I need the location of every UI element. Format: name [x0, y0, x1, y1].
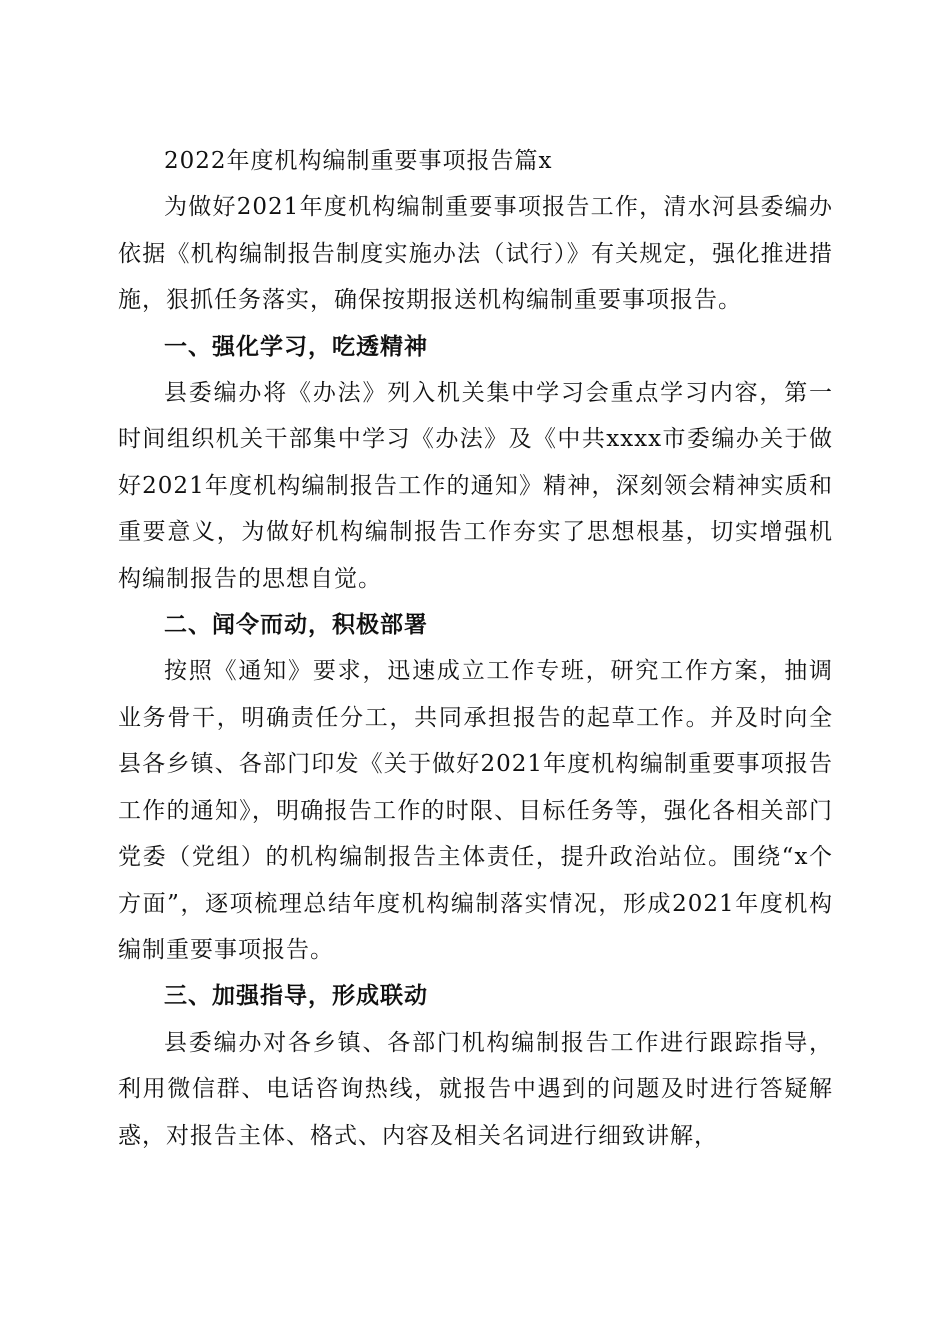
- section-2-heading: 二、闻令而动，积极部署: [164, 612, 428, 639]
- section-2-paragraph: 按照《通知》要求，迅速成立工作专班，研究工作方案，抽调业务骨干，明确责任分工，共同承担报告的起草工作。并及时向全县各乡镇、各部门印发《关于做好2021年度机构编制重要事项报告工作的通知》，明确报告工作的时限、目标任务等，强化各相关部门党委（党组）的机构编制报告主体责任，提升政治站位。围绕“x个方面”，逐项梳理总结年度机构编制落实情况，形成2021年度机构编制重要事项报告。: [118, 658, 833, 963]
- intro-paragraph: 为做好2021年度机构编制重要事项报告工作，清水河县委编办依据《机构编制报告制度实施办法（试行）》有关规定，强化推进措施，狠抓任务落实，确保按期报送机构编制重要事项报告。: [118, 194, 833, 314]
- section-1-heading: 一、强化学习，吃透精神: [164, 333, 428, 360]
- document-body: [118, 138, 833, 1159]
- section-3-heading: 三、加强指导，形成联动: [164, 983, 428, 1010]
- document-title: 2022年度机构编制重要事项报告篇x: [164, 148, 553, 174]
- section-3-paragraph: 县委编办对各乡镇、各部门机构编制报告工作进行跟踪指导，利用微信群、电话咨询热线，就报告中遇到的问题及时进行答疑解惑，对报告主体、格式、内容及相关名词进行细致讲解，: [118, 1029, 833, 1149]
- section-1-paragraph: 县委编办将《办法》列入机关集中学习会重点学习内容，第一时间组织机关干部集中学习《办法》及《中共xxxx市委编办关于做好2021年度机构编制报告工作的通知》精神，深刻领会精神实质和重要意义，为做好机构编制报告工作夯实了思想根基，切实增强机构编制报告的思想自觉。: [118, 380, 833, 592]
